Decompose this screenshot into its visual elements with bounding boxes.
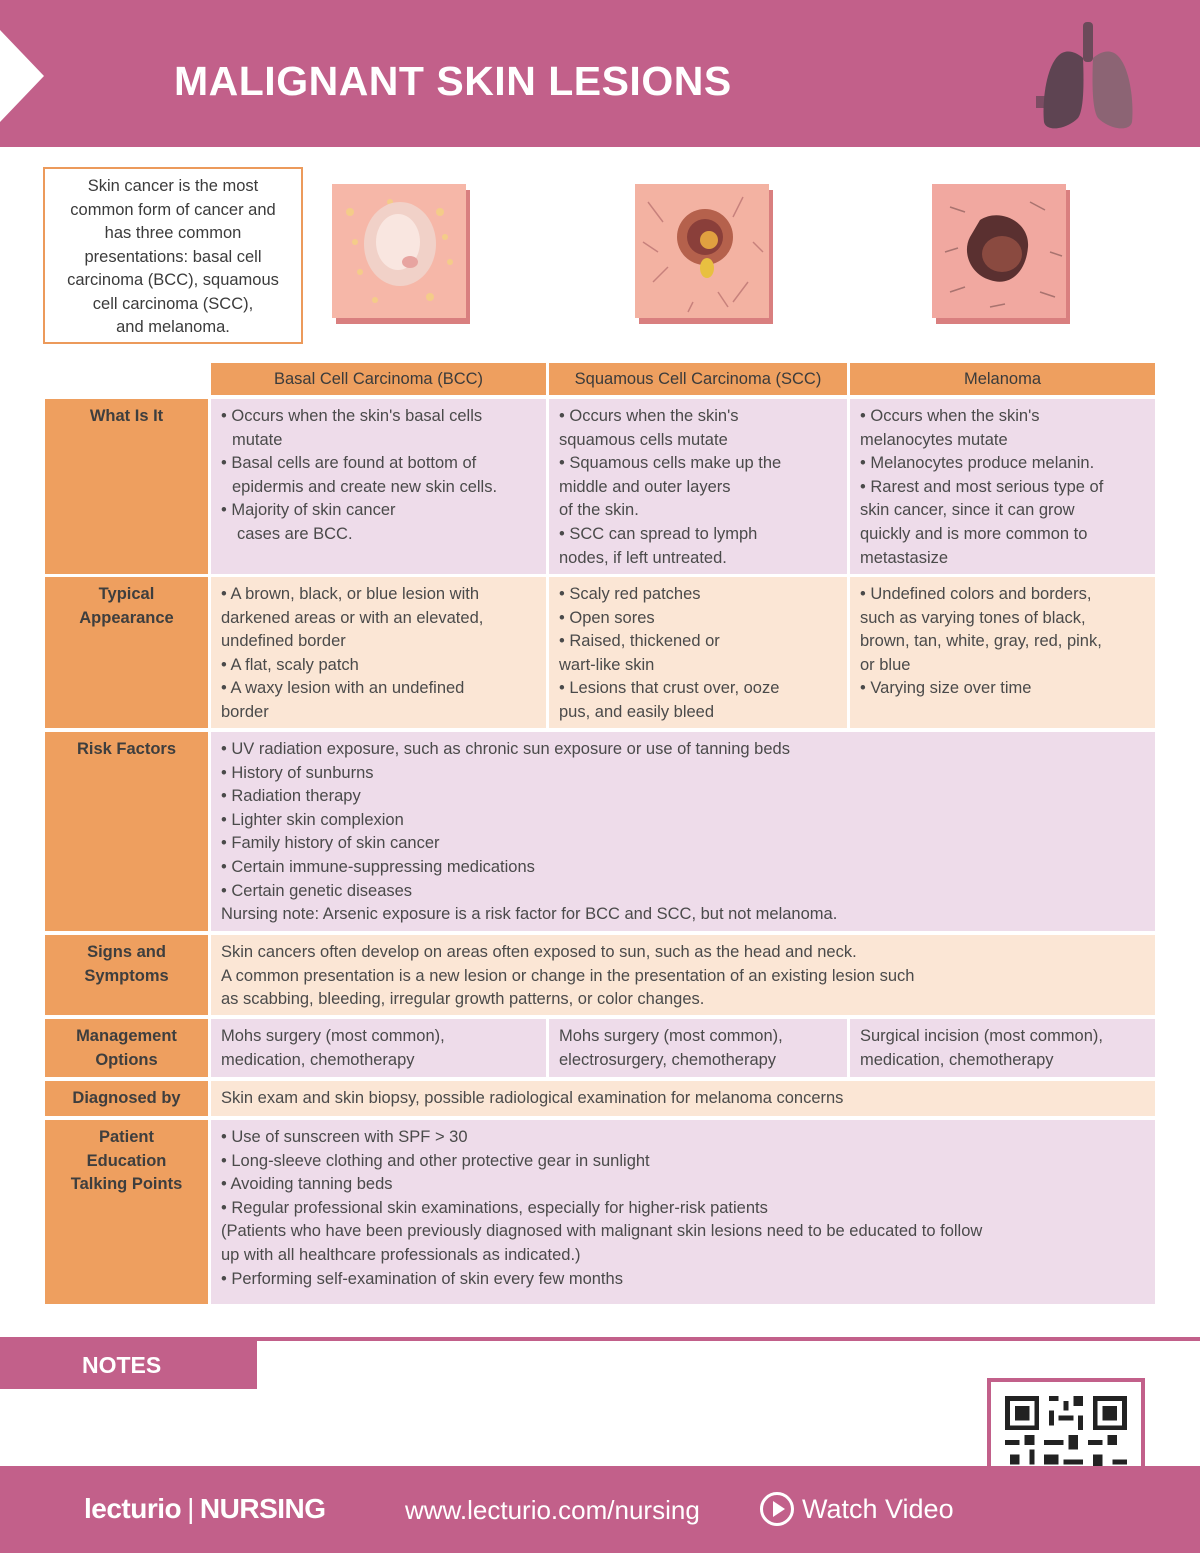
text-line: • Scaly red patches [559,585,701,603]
text-line: • Occurs when the skin's basal cells [221,407,483,425]
text-line: • A waxy lesion with an undefined [221,679,465,698]
label-line: Typical [98,585,155,603]
play-icon [760,1492,794,1526]
text-line: • A flat, scaly patch [221,655,359,674]
text-line: • Occurs when the skin's [559,407,739,425]
text-line: of the skin. [559,501,639,520]
text-line: Mohs surgery (most common), [559,1027,783,1045]
page-title: MALIGNANT SKIN LESIONS [174,58,732,104]
melanoma-lesion-illustration [930,182,1075,328]
label-line: Symptoms [84,966,169,985]
text-line: • UV radiation exposure, such as chronic sun exposure or use of tanning beds [221,740,790,758]
table-row [45,935,1155,1015]
education-content [211,1120,1155,1304]
bcc-what-is-it [211,399,546,574]
label-line: Education [86,1151,167,1170]
text-line: • Regular professional skin examinations, especially for higher-risk patients [221,1198,768,1217]
table-row [45,1120,1155,1304]
intro-line: presentations: basal cell [84,247,262,266]
text-line: undefined border [221,632,346,651]
melanoma-management [850,1019,1155,1077]
text-line: • Squamous cells make up the [559,454,782,473]
text-line: Surgical incision (most common), [860,1027,1103,1045]
text-line: • Lesions that crust over, ooze [559,679,780,698]
text-line: Mohs surgery (most common), [221,1027,445,1045]
footer-brand[interactable] [84,1493,326,1525]
nursing-label: NURSING [199,1493,326,1524]
text-line: or blue [860,655,911,674]
label-line: Signs and [87,943,166,961]
text-line: • Melanocytes produce melanin. [860,454,1095,473]
scc-appearance [549,577,847,728]
table-row [45,399,1155,574]
text-line: such as varying tones of black, [860,608,1086,627]
intro-line: cell carcinoma (SCC), [92,294,254,313]
table-row [45,577,1155,728]
lungs-icon [1036,22,1140,134]
text-line: • Family history of skin cancer [221,834,440,853]
row-label-education [45,1120,208,1304]
text-line: • Avoiding tanning beds [221,1175,393,1194]
row-label-signs [45,935,208,1015]
column-header-scc: Squamous Cell Carcinoma (SCC) [549,363,847,395]
row-label-management [45,1019,208,1077]
scc-lesion-illustration [633,182,778,328]
table-row [45,1081,1155,1116]
scc-what-is-it [549,399,847,574]
text-line: • Certain genetic diseases [221,881,413,900]
watch-video-button[interactable] [760,1492,954,1526]
row-label-diagnosed: Diagnosed by [45,1081,208,1116]
text-line: nodes, if left untreated. [559,548,727,567]
text-line: • Undefined colors and borders, [860,585,1092,603]
text-line: • Performing self-examination of skin every few months [221,1269,623,1288]
table-row [45,732,1155,931]
text-line: • Open sores [559,608,655,627]
label-line: Appearance [79,608,174,627]
text-line: • Long-sleeve clothing and other protective gear in sunlight [221,1151,650,1170]
risk-factors-content [211,732,1155,931]
notes-tab [0,1341,257,1389]
row-label-appearance [45,577,208,728]
label-line: Patient [98,1128,154,1146]
text-line: cases are BCC. [237,524,353,543]
text-line: • A brown, black, or blue lesion with [221,585,479,603]
text-line: • Varying size over time [860,679,1032,698]
intro-line: Skin cancer is the most [87,177,259,195]
intro-line: carcinoma (BCC), squamous [67,271,279,289]
label-line: Talking Points [70,1175,183,1194]
text-line: border [221,702,269,721]
text-line: • Radiation therapy [221,787,361,806]
text-line: (Patients who have been previously diagnosed with malignant skin lesions need to be educated to follow [221,1222,983,1241]
text-line: • Basal cells are found at bottom of [221,454,477,473]
watch-video-label: Watch Video [802,1493,954,1524]
column-header-melanoma: Melanoma [850,363,1155,395]
text-line: • Certain immune-suppressing medications [221,857,535,876]
bcc-lesion-illustration [330,182,475,328]
brand-separator: | [187,1493,194,1524]
text-line: darkened areas or with an elevated, [221,608,484,627]
text-line: • Use of sunscreen with SPF > 30 [221,1128,468,1146]
scc-management [549,1019,847,1077]
text-line: • Occurs when the skin's [860,407,1040,425]
melanoma-what-is-it [850,399,1155,574]
text-line: • Lighter skin complexion [221,810,404,829]
row-label-what-is-it: What Is It [45,399,208,574]
diagnosed-content: Skin exam and skin biopsy, possible radiological examination for melanoma concerns [211,1081,1155,1116]
intro-line: has three common [104,224,242,242]
text-line: Skin cancers often develop on areas often exposed to sun, such as the head and neck. [221,943,857,961]
intro-line: and melanoma. [116,318,230,336]
text-line: epidermis and create new skin cells. [232,477,498,496]
intro-line: common form of cancer and [70,200,276,219]
text-line: electrosurgery, chemotherapy [559,1050,777,1069]
bcc-management [211,1019,546,1077]
text-line: skin cancer, since it can grow [860,501,1075,520]
text-line: squamous cells mutate [559,430,728,449]
notes-label: NOTES [82,1352,162,1378]
text-line: up with all healthcare professionals as indicated.) [221,1245,581,1264]
text-line: • Rarest and most serious type of [860,477,1104,496]
website-link[interactable]: www.lecturio.com/nursing [405,1495,700,1525]
text-line: • SCC can spread to lymph [559,524,758,543]
text-line: mutate [232,430,283,449]
header-arrow-shape [0,30,44,122]
label-line: Options [95,1050,158,1069]
text-line: melanocytes mutate [860,430,1008,449]
intro-box [43,167,303,344]
footer-banner [0,1466,1200,1553]
melanoma-appearance [850,577,1155,728]
text-line: brown, tan, white, gray, red, pink, [860,632,1102,651]
text-line: wart-like skin [559,655,655,674]
lecturio-logo: lecturio [84,1493,182,1524]
text-line: middle and outer layers [559,477,731,496]
text-line: medication, chemotherapy [221,1050,415,1069]
bcc-appearance [211,577,546,728]
text-line: pus, and easily bleed [559,702,715,721]
row-label-risk-factors: Risk Factors [45,732,208,931]
text-line: as scabbing, bleeding, irregular growth patterns, or color changes. [221,990,705,1009]
text-line: quickly and is more common to [860,524,1088,543]
text-line: • Raised, thickened or [559,632,720,651]
text-line: medication, chemotherapy [860,1050,1054,1069]
text-line: A common presentation is a new lesion or change in the presentation of an existing lesion such [221,966,915,985]
signs-content [211,935,1155,1015]
label-line: Management [76,1027,177,1045]
column-header-bcc: Basal Cell Carcinoma (BCC) [211,363,546,395]
text-line: • History of sunburns [221,763,374,782]
table-row [45,1019,1155,1077]
text-line: Nursing note: Arsenic exposure is a risk factor for BCC and SCC, but not melanoma. [221,905,838,924]
text-line: • Majority of skin cancer [221,501,396,520]
text-line: metastasize [860,548,949,567]
table-header-row [45,363,1155,395]
header-banner [0,0,1200,147]
